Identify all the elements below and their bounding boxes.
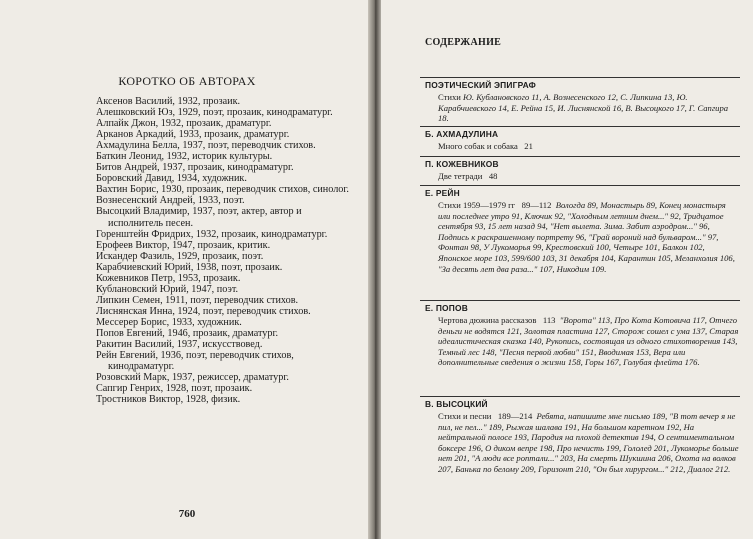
section-body bbox=[438, 315, 740, 368]
page-number: 760 bbox=[178, 508, 196, 520]
section-lead: Чертова дюжина рассказов bbox=[438, 315, 537, 325]
section-body bbox=[438, 200, 740, 274]
author-entry: Вахтин Борис, 1930, прозаик, переводчик стихов, синолог. bbox=[96, 184, 349, 196]
section-lead: Много собак и собака bbox=[438, 141, 518, 151]
section-entries: Ребята, напишите мне письмо 189, "В тот вечер я не пил, не пел..." 189, Рыжая шалава 191, На большом каретном 192, На нейтральной полосе 193, Пародия на плохой детектив 194, О сентиментальном боксере 196, О диком вепре 198, Про нечисть 199, Гололед 201, Лукоморье больше нет 201, "А люди все роптали..." 203, На смерть Шукшина 206, Охота на волков 207, Банька по белому 209, Горизонт 210, "Он был хирургом..." 212, Диалог 212. bbox=[438, 411, 739, 474]
book-spine bbox=[368, 0, 382, 539]
author-entry: Баткин Леонид, 1932, историк культуры. bbox=[96, 151, 273, 163]
section-page: 48 bbox=[488, 171, 498, 181]
author-entry: Кожевников Петр, 1953, прозаик. bbox=[96, 272, 241, 284]
section-title: ПОЭТИЧЕСКИЙ ЭПИГРАФ bbox=[425, 80, 537, 90]
section-lead: Стихи и песни bbox=[438, 411, 492, 421]
section-page: 89—112 bbox=[521, 200, 552, 210]
section-title: Е. РЕЙН bbox=[425, 188, 460, 198]
author-entry: Арканов Аркадий, 1933, прозаик, драматург. bbox=[96, 129, 290, 141]
author-entry: Ракитин Василий, 1937, искусствовед. bbox=[96, 339, 263, 351]
author-entry: Попов Евгений, 1946, прозаик, драматург. bbox=[96, 327, 279, 339]
toc-header: СОДЕРЖАНИЕ bbox=[425, 37, 502, 48]
section-rule bbox=[420, 396, 740, 397]
section-entries: Вологда 89, Монастырь 89, Конец монастыря или последнее утро 91, Ключик 92, "Холодным летним днем..." 92, Тридцатое сентября 93, 15 лет назад 94, "Нет вылета. Зима. Забит аэродром..." 96, Подпись к раскрашенному портрету 96, "Грай вороний над бульваром..." 97, Фонтан 98, У Лукоморья 99, Крестовский 100, Четыре 101, Балкон 102, Японское море 103, 599/600 103, 31 декабря 104, Карантин 105, Меланхолия 106, "За десять лет два раза..." 107, Никодим 109. bbox=[438, 200, 735, 274]
section-rule bbox=[420, 185, 740, 186]
author-entry: Кублановский Юрий, 1947, поэт. bbox=[96, 283, 239, 295]
author-entry: Липкин Семен, 1911, поэт, переводчик стихов. bbox=[96, 294, 299, 306]
author-entry: Лиснянская Инна, 1924, поэт, переводчик стихов. bbox=[96, 305, 311, 317]
section-rule bbox=[420, 300, 740, 301]
author-entry: Боровский Давид, 1934, художник. bbox=[96, 173, 247, 185]
section-title: П. КОЖЕВНИКОВ bbox=[425, 159, 499, 169]
author-entry: Искандер Фазиль, 1929, прозаик, поэт. bbox=[96, 250, 264, 262]
authors-title: КОРОТКО ОБ АВТОРАХ bbox=[118, 74, 256, 88]
section-rule bbox=[420, 156, 740, 157]
author-entry: Мессерер Борис, 1933, художник. bbox=[96, 316, 242, 328]
author-entry: Ахмадулина Белла, 1937, поэт, переводчик стихов. bbox=[96, 140, 316, 152]
author-entry: Аксенов Василий, 1932, прозаик. bbox=[96, 96, 241, 107]
author-entry: Сапгир Генрих, 1928, поэт, прозаик. bbox=[96, 383, 253, 395]
section-rule bbox=[420, 77, 740, 78]
toc-section bbox=[420, 156, 740, 182]
author-entry: Розовский Марк, 1937, режиссер, драматург. bbox=[96, 372, 289, 384]
author-entry: Высоцкий Владимир, 1937, поэт, актер, автор и исполнитель песен. bbox=[96, 206, 302, 229]
toc-section bbox=[420, 185, 740, 274]
author-entry: Алешковский Юз, 1929, поэт, прозаик, кинодраматург. bbox=[96, 107, 333, 119]
section-title: В. ВЫСОЦКИЙ bbox=[425, 399, 488, 409]
author-entry: Ерофеев Виктор, 1947, прозаик, критик. bbox=[96, 239, 271, 251]
toc-section bbox=[420, 396, 740, 475]
section-body bbox=[438, 171, 740, 182]
left-page bbox=[0, 0, 375, 539]
section-page: 189—214 bbox=[497, 411, 533, 421]
author-entry: Битов Андрей, 1937, прозаик, кинодраматург. bbox=[96, 162, 294, 174]
section-lead: Стихи bbox=[438, 92, 461, 102]
section-title: Е. ПОПОВ bbox=[425, 303, 468, 313]
section-lead: Две тетради bbox=[438, 171, 483, 181]
author-entry: Карабчиевский Юрий, 1938, поэт, прозаик. bbox=[96, 261, 283, 273]
toc-section bbox=[420, 77, 740, 124]
section-body bbox=[438, 141, 740, 152]
author-entry: Тростников Виктор, 1928, физик. bbox=[96, 394, 241, 406]
author-list bbox=[96, 96, 358, 405]
section-entries: "Ворота" 113, Про Кота Котовича 117, Отчего деньги не водятся 121, Золотая пластина 127, Сторож сошел с ума 137, Старая идеалистическая сказка 140, Рукопись, состоящая из одного стихотворения 143, Темный лес 148, "Песня первой любви" 151, Вводимая 153, Вера или дополнительные сведения о жизни 158, Горы 167, Голубая флейта 176. bbox=[438, 315, 739, 368]
section-lead: Стихи 1959—1979 гг bbox=[438, 200, 516, 210]
section-rule bbox=[420, 126, 740, 127]
toc-section bbox=[420, 126, 740, 152]
toc-section bbox=[420, 300, 740, 368]
author-entry: Горенштейн Фридрих, 1932, прозаик, кинодраматург. bbox=[96, 228, 328, 240]
author-entry: Алпайк Джон, 1932, прозаик, драматург. bbox=[96, 118, 272, 130]
section-entries: Ю. Кублановского 11, А. Вознесенского 12, С. Липкина 13, Ю. Карабчиевского 14, Е. Рейна 15, И. Лиснянской 16, В. Высоцкого 17, Г. Сапгира 18. bbox=[438, 92, 729, 124]
author-entry: Рейн Евгений, 1936, поэт, переводчик стихов, кинодраматург. bbox=[96, 350, 294, 373]
section-page: 113 bbox=[542, 315, 556, 325]
section-body bbox=[438, 92, 740, 124]
section-body bbox=[438, 411, 740, 475]
section-page: 21 bbox=[524, 141, 533, 151]
section-title: Б. АХМАДУЛИНА bbox=[425, 129, 499, 139]
author-entry: Вознесенский Андрей, 1933, поэт. bbox=[96, 195, 245, 207]
